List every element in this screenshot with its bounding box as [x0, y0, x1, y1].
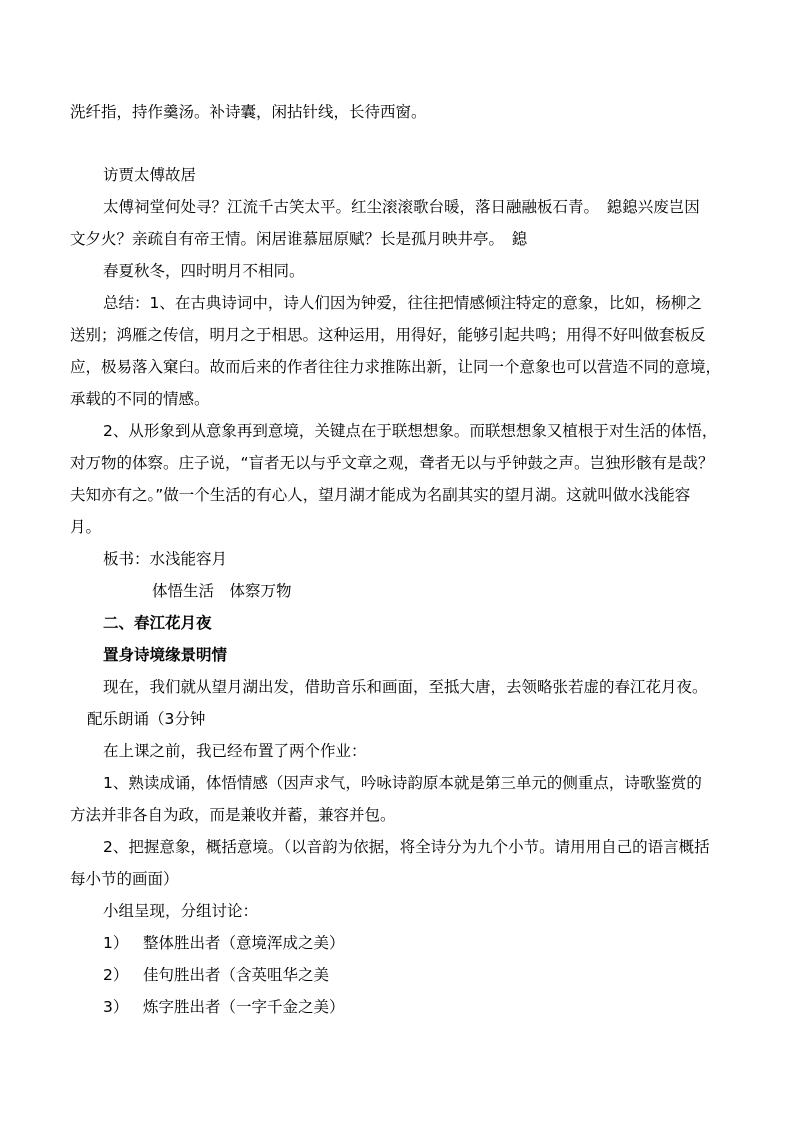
text-line: 洗纤指，持作羹汤。补诗囊，闲拈针线，长待西窗。: [70, 103, 427, 121]
list-item-number: 2）: [103, 966, 129, 984]
homework-line: 1、熟读成诵，体悟情感（因声求气，吟咏诗韵原本就是第三单元的侧重点，诗歌鉴赏的: [103, 774, 702, 792]
section-title: 二、春江花月夜: [103, 614, 212, 632]
homework-line: 2、把握意象，概括意境。（以音韵为依据，将全诗分为九个小节。请用用自己的语言概括: [103, 838, 710, 856]
summary-paragraph-line: 夫知亦有之。”做一个生活的有心人，望月湖才能成为名副其实的望月湖。这就叫做水浅能容: [70, 486, 691, 504]
subsection-title: 置身诗境缘景明情: [103, 646, 228, 664]
summary-paragraph-line: 承载的不同的情感。: [70, 390, 210, 408]
poem-title: 访贾太傅故居: [103, 166, 197, 184]
list-item-text: 整体胜出者（意境浑成之美）: [143, 934, 345, 952]
summary-paragraph-line: 送别；鸿雁之传信，明月之于相思。这种运用，用得好，能够引起共鸣；用得不好叫做套板反: [70, 326, 706, 344]
homework-line: 方法并非各自为政，而是兼收并蓄，兼容并包。: [70, 806, 396, 824]
poem-line: 春夏秋冬，四时明月不相同。: [103, 262, 305, 280]
summary-paragraph-line: 2、从形象到从意象再到意境，关键点在于联想想象。而联想想象又植根于对生活的体悟，: [103, 422, 718, 440]
list-item-text: 炼字胜出者（一字千金之美）: [143, 998, 345, 1016]
list-item: [103, 997, 345, 1017]
poem-line: 太傅祠堂何处寻？江流千古笑太平。红尘滚滚歌台暖，落日融融板石青。 鎴鎴兴废岂因: [103, 198, 700, 216]
text-line: 在上课之前，我已经布置了两个作业：: [103, 742, 367, 760]
board-note: 板书：水浅能容月: [103, 550, 228, 568]
summary-paragraph-line: 应，极易落入窠臼。故而后来的作者往往力求推陈出新，让同一个意象也可以营造不同的意境，: [70, 358, 722, 376]
list-item-text: 佳句胜出者（含英咀华之美: [143, 966, 330, 984]
list-item-number: 1）: [103, 934, 129, 952]
board-note: 体悟生活 体察万物: [152, 582, 292, 600]
poem-line: 文夕火？亲疏自有帝王情。闲居谁慕屈原赋？长是孤月映井亭。 鎴: [70, 230, 528, 248]
summary-paragraph-line: 对万物的体察。庄子说，“盲者无以与乎文章之观，聋者无以与乎钟鼓之声。岂独形骸有是哉？: [70, 454, 714, 472]
list-item: [103, 933, 345, 953]
list-item: [103, 965, 329, 985]
text-line: 现在，我们就从望月湖出发，借助音乐和画面，至抵大唐，去领略张若虚的春江花月夜。: [103, 678, 708, 696]
summary-paragraph-line: 总结：1、在古典诗词中，诗人们因为钟爱，往往把情感倾注特定的意象，比如，杨柳之: [103, 294, 702, 312]
text-line: 小组呈现，分组讨论：: [103, 902, 259, 920]
text-line: 配乐朗诵（3分钟: [87, 710, 206, 728]
summary-paragraph-line: 月。: [70, 518, 102, 536]
list-item-number: 3）: [103, 998, 129, 1016]
homework-line: 每小节的画面）: [70, 870, 179, 888]
